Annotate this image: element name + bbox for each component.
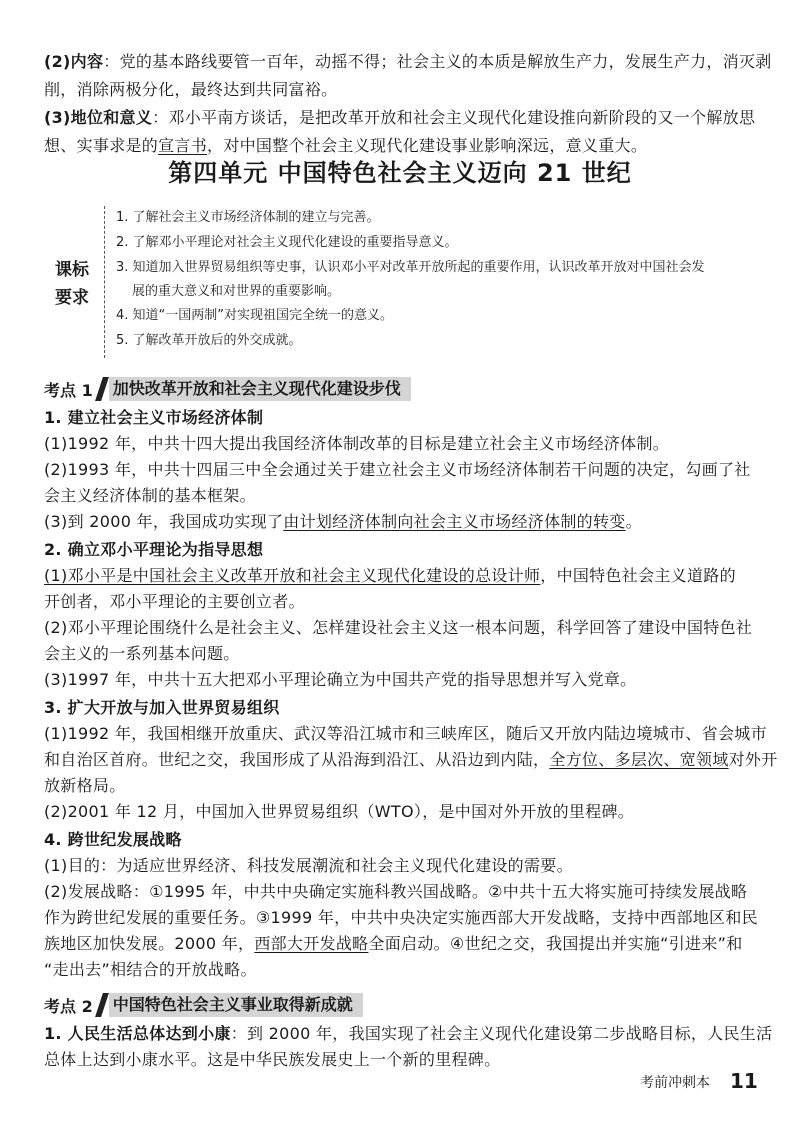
section-heading-4: 4. 跨世纪发展战略 <box>44 830 182 849</box>
s1-line-2: (2)1993 年，中共十四届三中全会通过关于建立社会主义市场经济体制若干问题的决定，勾画了社 <box>44 460 751 479</box>
section-heading-3: 3. 扩大开放与加入世界贸易组织 <box>44 698 280 717</box>
s3-line-2 <box>44 748 778 772</box>
section-heading-2: 2. 确立邓小平理论为指导思想 <box>44 540 264 559</box>
s2-line-4: 会主义的一系列基本问题。 <box>44 644 240 663</box>
intro-line-3 <box>44 106 770 130</box>
page-number: 11 <box>730 1069 758 1093</box>
curriculum-label-line-1: 课标 <box>55 260 89 280</box>
curriculum-item: 1. 了解社会主义市场经济体制的建立与完善。 <box>116 210 380 225</box>
slash-marker <box>95 993 109 1017</box>
s1-line-4-b: 。 <box>625 512 642 531</box>
s5-line-1 <box>44 1022 773 1046</box>
s3-line-1: (1)1992 年，我国相继开放重庆、武汉等沿江城市和三峡库区，随后又开放内陆边境城市、省会城市 <box>44 724 767 743</box>
significance-text: ：邓小平南方谈话，是把改革开放和社会主义现代化建设推向新阶段的又一个解放思 <box>152 108 756 127</box>
curriculum-bracket <box>104 206 105 358</box>
underlined-term: (1)邓小平是中国社会主义改革开放和社会主义现代化建设的总设计师 <box>44 566 541 585</box>
curriculum-item: 2. 了解邓小平理论对社会主义现代化建设的重要指导意义。 <box>116 235 458 250</box>
s2-line-1 <box>44 564 770 588</box>
underlined-term: 由计划经济体制向社会主义市场经济体制的转变 <box>283 512 626 531</box>
s2-line-5: (3)1997 年，中共十五大把邓小平理论确立为中国共产党的指导思想并写入党章。 <box>44 670 637 689</box>
curriculum-label-line-2: 要求 <box>55 288 89 308</box>
intro-line-1 <box>44 50 770 74</box>
underlined-term: 宣言书 <box>158 136 208 155</box>
key-point-1-header <box>44 376 411 402</box>
s3-line-3: 放新格局。 <box>44 776 126 795</box>
intro-line-4-b: ，对中国整个社会主义现代化建设事业影响深远，意义重大。 <box>207 136 648 155</box>
s1-line-4 <box>44 510 770 534</box>
s4-line-2: (2)发展战略：①1995 年，中共中央确定实施科教兴国战略。②中共十五大将实施可持续发展战略 <box>44 882 748 901</box>
s2-line-2: 开创者，邓小平理论的主要创立者。 <box>44 592 305 611</box>
s2-line-3: (2)邓小平理论围绕什么是社会主义、怎样建设社会主义这一根本问题，科学回答了建设中国特色社 <box>44 618 753 637</box>
key-point-label: 考点 1 <box>44 380 93 400</box>
curriculum-item: 4. 知道“一国两制”对实现祖国完全统一的意义。 <box>116 308 394 323</box>
curriculum-item: 5. 了解改革开放后的外交成就。 <box>116 333 302 348</box>
content-label: (2)内容 <box>44 52 104 71</box>
intro-line-2: 削，消除两极分化，最终达到共同富裕。 <box>44 80 338 99</box>
s1-line-3: 会主义经济体制的基本框架。 <box>44 486 256 505</box>
s4-line-4-a: 族地区加快发展。2000 年， <box>44 934 255 953</box>
s4-line-4-b: 全面启动。④世纪之交，我国提出并实施“引进来”和 <box>368 934 743 953</box>
intro-line-4 <box>44 134 770 158</box>
s5-line-2: 总体上达到小康水平。这是中华民族发展史上一个新的里程碑。 <box>44 1050 501 1069</box>
content-text: ：党的基本路线要管一百年，动摇不得；社会主义的本质是解放生产力，发展生产力，消灭剥 <box>103 52 772 71</box>
curriculum-label <box>48 256 96 312</box>
s3-line-4: (2)2001 年 12 月，中国加入世界贸易组织（WTO），是中国对外开放的里程碑。 <box>44 802 635 821</box>
s3-line-2-b: 对外开 <box>728 750 778 769</box>
key-point-title: 中国特色社会主义事业取得新成就 <box>109 993 363 1017</box>
s4-line-5: “走出去”相结合的开放战略。 <box>44 960 257 979</box>
curriculum-item: 3. 知道加入世界贸易组织等史事，认识邓小平对改革开放所起的重要作用，认识改革开放对中国社会发 <box>116 260 705 275</box>
s5-line-1-text: ：到 2000 年，我国实现了社会主义现代化建设第二步战略目标，人民生活 <box>230 1024 773 1043</box>
s4-line-4 <box>44 932 770 956</box>
unit-title: 第四单元 中国特色社会主义迈向 21 世纪 <box>168 159 632 187</box>
section-heading-1: 1. 建立社会主义市场经济体制 <box>44 408 264 427</box>
curriculum-item: 展的重大意义和对世界的重要影响。 <box>132 284 341 299</box>
s1-line-1: (1)1992 年，中共十四大提出我国经济体制改革的目标是建立社会主义市场经济体制。 <box>44 434 670 453</box>
s4-line-3: 作为跨世纪发展的重要任务。③1999 年，中共中央决定实施西部大开发战略，支持中西部地区和民 <box>44 908 758 927</box>
underlined-term: 全方位、多层次、宽领域 <box>549 750 729 769</box>
key-point-2-header <box>44 992 363 1018</box>
slash-marker <box>95 377 109 401</box>
s2-line-1-b: ，中国特色社会主义道路的 <box>540 566 736 585</box>
key-point-label: 考点 2 <box>44 996 93 1016</box>
s3-line-2-a: 和自治区首府。世纪之交，我国形成了从沿海到沿江、从沿边到内陆， <box>44 750 550 769</box>
significance-label: (3)地位和意义 <box>44 108 153 127</box>
key-point-title: 加快改革开放和社会主义现代化建设步伐 <box>109 377 411 401</box>
section-heading-5: 1. 人民生活总体达到小康 <box>44 1024 231 1043</box>
s4-line-1: (1)目的：为适应世界经济、科技发展潮流和社会主义现代化建设的需要。 <box>44 856 573 875</box>
footer-label: 考前冲刺本 <box>640 1075 710 1091</box>
s1-line-4-a: (3)到 2000 年，我国成功实现了 <box>44 512 284 531</box>
intro-line-4-a: 想、实事求是的 <box>44 136 159 155</box>
underlined-term: 西部大开发战略 <box>254 934 369 953</box>
